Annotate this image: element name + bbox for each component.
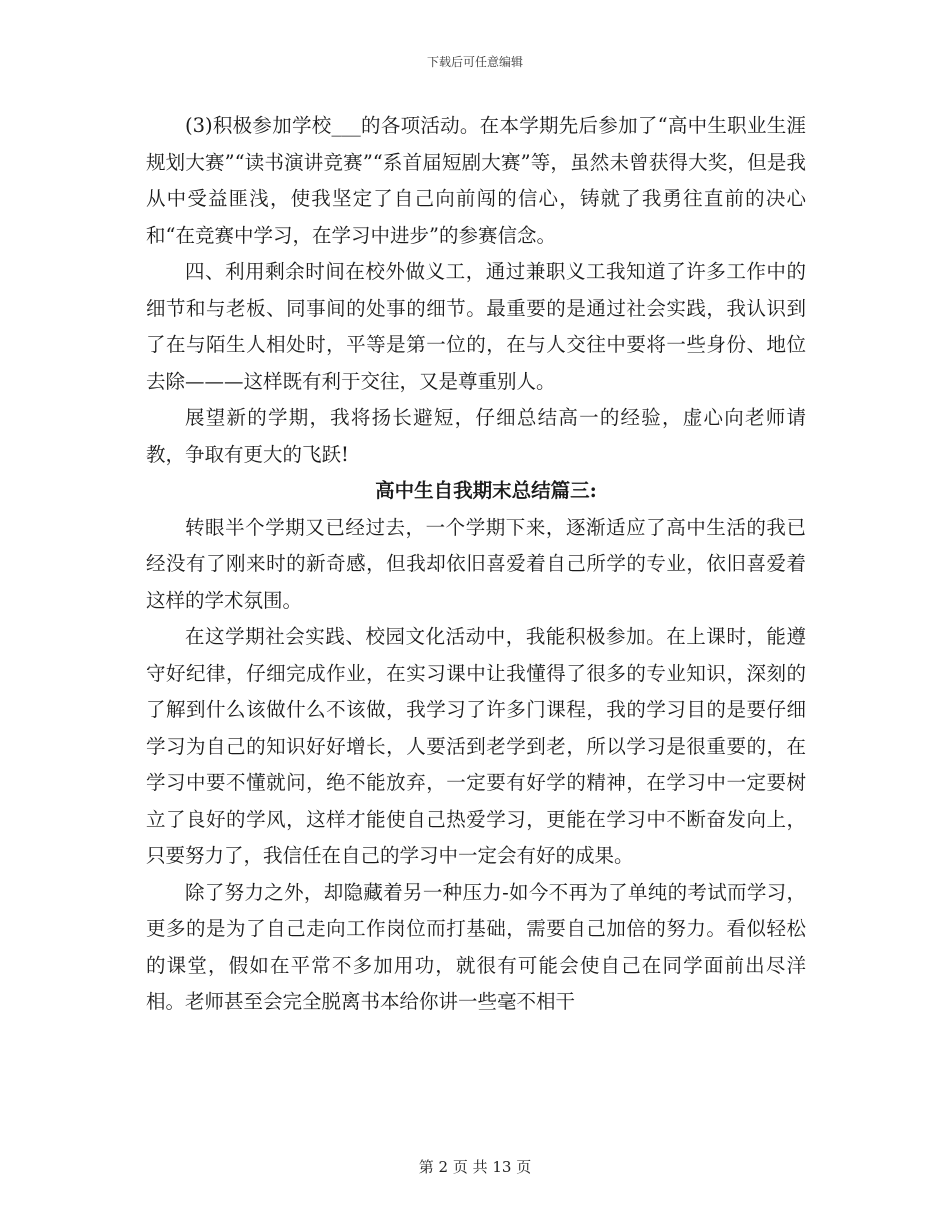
paragraph-volunteer: 四、利用剩余时间在校外做义工，通过兼职义工我知道了许多工作中的细节和与老板、同事间的处事的细节。最重要的是通过社会实践，我认识到了在与陌生人相处时，平等是第一位的，在与人交往中要将一些身份、地位去除———这样既有利于交往，又是尊重别人。 bbox=[146, 260, 806, 393]
paragraph-activities: (3)积极参加学校___的各项活动。在本学期先后参加了“高中生职业生涯规划大赛”“读书演讲竞赛”“系首届短剧大赛”等，虽然未曾获得大奖，但是我从中受益匪浅，使我坚定了自己向前闯的信心，铸就了我勇往直前的决心和“在竞赛中学习，在学习中进步”的参赛信念。 bbox=[146, 114, 806, 247]
section-heading: 高中生自我期末总结篇三: bbox=[375, 479, 597, 502]
paragraph-semester: 转眼半个学期又已经过去，一个学期下来，逐渐适应了高中生活的我已经没有了刚来时的新奇感，但我却依旧喜爱着自己所学的专业，依旧喜爱着这样的学术氛围。 bbox=[146, 515, 806, 612]
paragraph-study: 在这学期社会实践、校园文化活动中，我能积极参加。在上课时，能遵守好纪律，仔细完成作业，在实习课中让我懂得了很多的专业知识，深刻的了解到什么该做什么不该做，我学习了许多门课程，我的学习目的是要仔细学习为自己的知识好好增长，人要活到老学到老，所以学习是很重要的，在学习中要不懂就问，绝不能放弃，一定要有好学的精神，在学习中一定要树立了良好的学风，这样才能使自己热爱学习，更能在学习中不断奋发向上，只要努力了，我信任在自己的学习中一定会有好的成果。 bbox=[146, 625, 806, 867]
paragraph-outlook: 展望新的学期，我将扬长避短，仔细总结高一的经验，虚心向老师请教，争取有更大的飞跃! bbox=[146, 406, 806, 466]
document-body bbox=[146, 108, 806, 1021]
paragraph-pressure: 除了努力之外，却隐藏着另一种压力-如今不再为了单纯的考试而学习，更多的是为了自己走向工作岗位而打基础，需要自己加倍的努力。看似轻松的课堂，假如在平常不多加用功，就很有可能会使自己在同学面前出尽洋相。老师甚至会完全脱离书本给你讲一些毫不相干 bbox=[146, 880, 806, 1013]
page-header-note: 下载后可任意编辑 bbox=[426, 55, 523, 69]
page-number: 第 2 页 共 13 页 bbox=[418, 1158, 532, 1176]
